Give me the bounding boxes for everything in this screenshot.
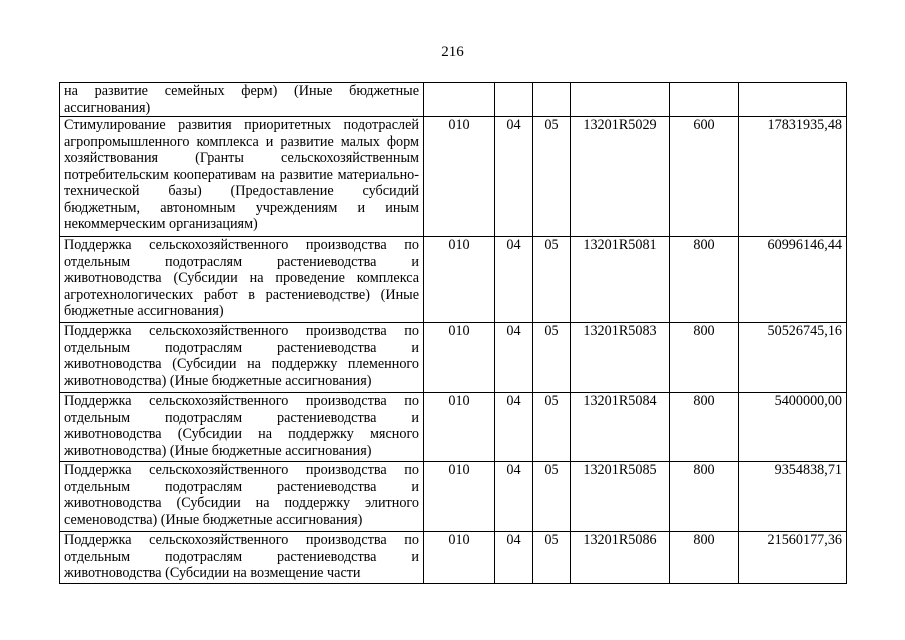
- row-target-article: 13201R5081: [571, 237, 670, 323]
- row-description: на развитие семейных ферм) (Иные бюджетные ассигнования): [60, 83, 424, 117]
- row-section-code: 04: [495, 237, 533, 323]
- row-target-article: 13201R5029: [571, 117, 670, 237]
- row-section-code: 04: [495, 532, 533, 584]
- row-expense-type: 800: [670, 532, 739, 584]
- row-target-article: 13201R5085: [571, 462, 670, 532]
- row-target-article: 13201R5086: [571, 532, 670, 584]
- row-description: Поддержка сельскохозяйственного производства по отдельным подотраслям растениеводства и животноводства (Субсидии на поддержку элитного семеноводства) (Иные бюджетные ассигнования): [60, 462, 424, 532]
- row-description: Поддержка сельскохозяйственного производства по отдельным подотраслям растениеводства и животноводства (Субсидии на поддержку мясного животноводства) (Иные бюджетные ассигнования): [60, 393, 424, 462]
- row-ministry-code: 010: [424, 323, 495, 393]
- row-subsection-code: [533, 83, 571, 117]
- row-amount: 17831935,48: [739, 117, 847, 237]
- row-description: Стимулирование развития приоритетных подотраслей агропромышленного комплекса и развитие малых форм хозяйствования (Гранты сельскохозяйственным потребительским кооперативам на развитие материально-технической базы) (Предоставление субсидий бюджетным, автономным учреждениям и иным некоммерческим организациям): [60, 117, 424, 237]
- table-row: [60, 462, 847, 532]
- table-row: [60, 393, 847, 462]
- row-expense-type: 800: [670, 462, 739, 532]
- row-description: Поддержка сельскохозяйственного производства по отдельным подотраслям растениеводства и животноводства (Субсидии на поддержку племенного животноводства) (Иные бюджетные ассигнования): [60, 323, 424, 393]
- row-ministry-code: 010: [424, 117, 495, 237]
- row-ministry-code: 010: [424, 462, 495, 532]
- row-subsection-code: 05: [533, 237, 571, 323]
- row-ministry-code: 010: [424, 532, 495, 584]
- row-section-code: 04: [495, 393, 533, 462]
- row-ministry-code: 010: [424, 237, 495, 323]
- table-row: [60, 237, 847, 323]
- row-subsection-code: 05: [533, 532, 571, 584]
- row-amount: 50526745,16: [739, 323, 847, 393]
- row-description: Поддержка сельскохозяйственного производства по отдельным подотраслям растениеводства и животноводства (Субсидии на проведение комплекса агротехнологических работ в растениеводстве) (Иные бюджетные ассигнования): [60, 237, 424, 323]
- row-target-article: [571, 83, 670, 117]
- row-section-code: 04: [495, 462, 533, 532]
- row-expense-type: 600: [670, 117, 739, 237]
- row-target-article: 13201R5083: [571, 323, 670, 393]
- row-subsection-code: 05: [533, 393, 571, 462]
- row-ministry-code: 010: [424, 393, 495, 462]
- row-amount: 9354838,71: [739, 462, 847, 532]
- row-expense-type: 800: [670, 323, 739, 393]
- row-expense-type: [670, 83, 739, 117]
- table-row: [60, 532, 847, 584]
- table-row: [60, 323, 847, 393]
- row-amount: 60996146,44: [739, 237, 847, 323]
- row-expense-type: 800: [670, 393, 739, 462]
- row-ministry-code: [424, 83, 495, 117]
- row-section-code: 04: [495, 323, 533, 393]
- row-description: Поддержка сельскохозяйственного производства по отдельным подотраслям растениеводства и животноводства (Субсидии на возмещение части: [60, 532, 424, 584]
- row-subsection-code: 05: [533, 462, 571, 532]
- row-amount: 5400000,00: [739, 393, 847, 462]
- budget-table: [59, 82, 847, 584]
- row-amount: 21560177,36: [739, 532, 847, 584]
- table-row: [60, 117, 847, 237]
- row-amount: [739, 83, 847, 117]
- row-subsection-code: 05: [533, 117, 571, 237]
- page-number: 216: [441, 44, 464, 60]
- row-subsection-code: 05: [533, 323, 571, 393]
- row-section-code: 04: [495, 117, 533, 237]
- table-row: [60, 83, 847, 117]
- row-section-code: [495, 83, 533, 117]
- row-target-article: 13201R5084: [571, 393, 670, 462]
- row-expense-type: 800: [670, 237, 739, 323]
